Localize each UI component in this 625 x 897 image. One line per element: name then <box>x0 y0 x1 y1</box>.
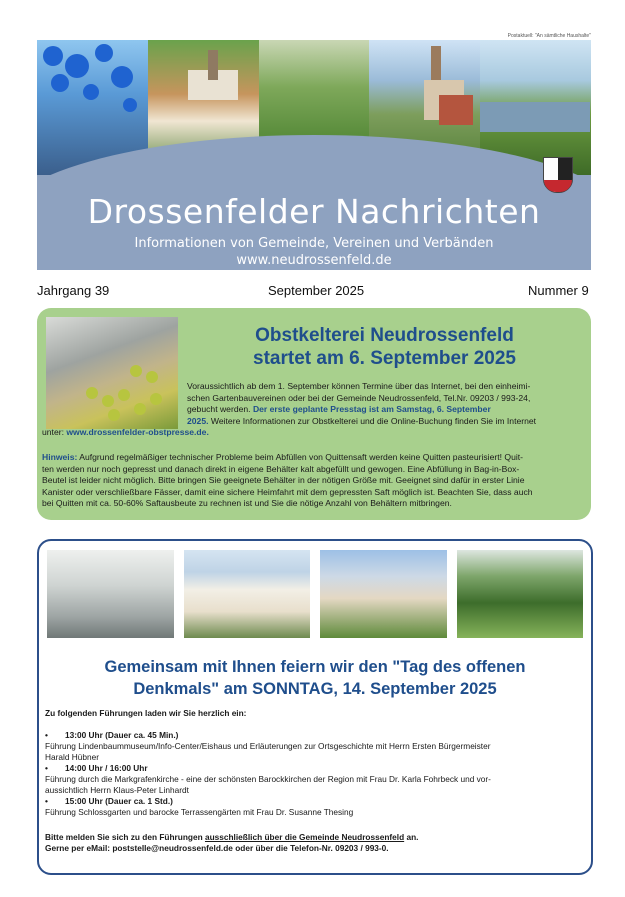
denkmal-title: Gemeinsam mit Ihnen feiern wir den "Tag des offenen Denkmals" am SONNTAG, 14. September 2025 <box>104 658 526 698</box>
issue-volume: Jahrgang 39 <box>37 283 110 298</box>
obstkelterei-section <box>37 308 591 520</box>
masthead-banner <box>37 40 591 270</box>
denkmal-invite: Zu folgenden Führungen laden wir Sie herzlich ein: <box>45 708 247 718</box>
tour-item: • 15:00 Uhr (Dauer ca. 1 Std.) Führung Schlossgarten und barocke Terrassengärten mit Frau Dr. Susanne Thesing <box>45 796 354 817</box>
obstpresse-link[interactable]: www.drossenfelder-obstpresse.de. <box>66 427 209 437</box>
photo-terrace-garden <box>457 550 584 638</box>
obstkelterei-intro: Voraussichtlich ab dem 1. September können Termine über das Internet, bei den einheimi- schen Gartenbauvereinen oder bei der Gemeinde Neudrossenfeld, Tel.Nr. 09203 / 993-24, gebucht werden. Der erste geplante Presstag ist am Samstag, 6. September 2025. Weitere Informationen zur Obstkelterei und die Online-Buchung finden Sie im Internet <box>187 381 537 426</box>
postal-note: Postaktuell: "An sämtliche Haushalte" <box>507 33 591 39</box>
coat-of-arms-icon <box>543 157 573 193</box>
obstkelterei-hint: Hinweis: Aufgrund regelmäßiger technischer Probleme beim Abfüllen von Quittensaft werden keine Quitten pasteurisiert! Quit- ten werden nur noch gepresst und danach direkt in eigene Behälter kalt abgefüllt und gewogen. Eine Abfüllung in Bag-in-Box- Beutel ist leider nicht möglich. Bitte bringen Sie geeignete Behälter in der nötigen Größe mit. Geeignet sind dafür in erster Linie Kanister oder verschließbare Fässer, damit eine sichere Heimfahrt mit dem gepressten Saft möglich ist. Beachten Sie, dass auch bei Quitten mit ca. 50-60% Saftausbeute zu rechnen ist und Sie die nötige Anzahl von Behältern mitbringen. <box>42 452 533 508</box>
issue-date: September 2025 <box>268 283 365 298</box>
apple-press-photo <box>46 317 178 429</box>
denkmal-closing: Bitte melden Sie sich zu den Führungen ausschließlich über die Gemeinde Neudrossenfeld an. Gerne per eMail: poststelle@neudrossenfeld.de oder über die Telefon-Nr. 09203 / 993-0. <box>45 832 585 854</box>
photo-museum-building <box>184 550 311 638</box>
masthead-subtitle: Informationen von Gemeinde, Vereinen und Verbänden <box>134 236 494 251</box>
denkmal-photo-strip <box>47 550 583 638</box>
photo-markgrafenkirche <box>320 550 447 638</box>
tour-item: • 14:00 Uhr / 16:00 Uhr Führung durch die Markgrafenkirche - eine der schönsten Barockkirchen der Region mit Frau Dr. Karla Fohrbeck und vor- aussichtlich Herrn Klaus-Peter Linhardt <box>45 763 491 795</box>
tour-item: • 13:00 Uhr (Dauer ca. 45 Min.) Führung Lindenbaummuseum/Info-Center/Eishaus und Erläuterungen zur Ortsgeschichte mit Herrn Ersten Bürgermeister Harald Hübner <box>45 730 491 762</box>
issue-number: Nummer 9 <box>528 283 589 298</box>
obstkelterei-link-line: unter: www.drossenfelder-obstpresse.de. <box>42 427 209 437</box>
masthead-title: Drossenfelder Nachrichten <box>87 192 541 231</box>
masthead-website[interactable]: www.neudrossenfeld.de <box>236 253 392 268</box>
denkmal-section <box>37 539 593 875</box>
obstkelterei-title: Obstkelterei Neudrossenfeld startet am 6. September 2025 <box>253 325 516 369</box>
photo-museum-interior <box>47 550 174 638</box>
contact-line[interactable]: Gerne per eMail: poststelle@neudrossenfeld.de oder über die Telefon-Nr. 09203 / 993-0. <box>45 843 389 853</box>
